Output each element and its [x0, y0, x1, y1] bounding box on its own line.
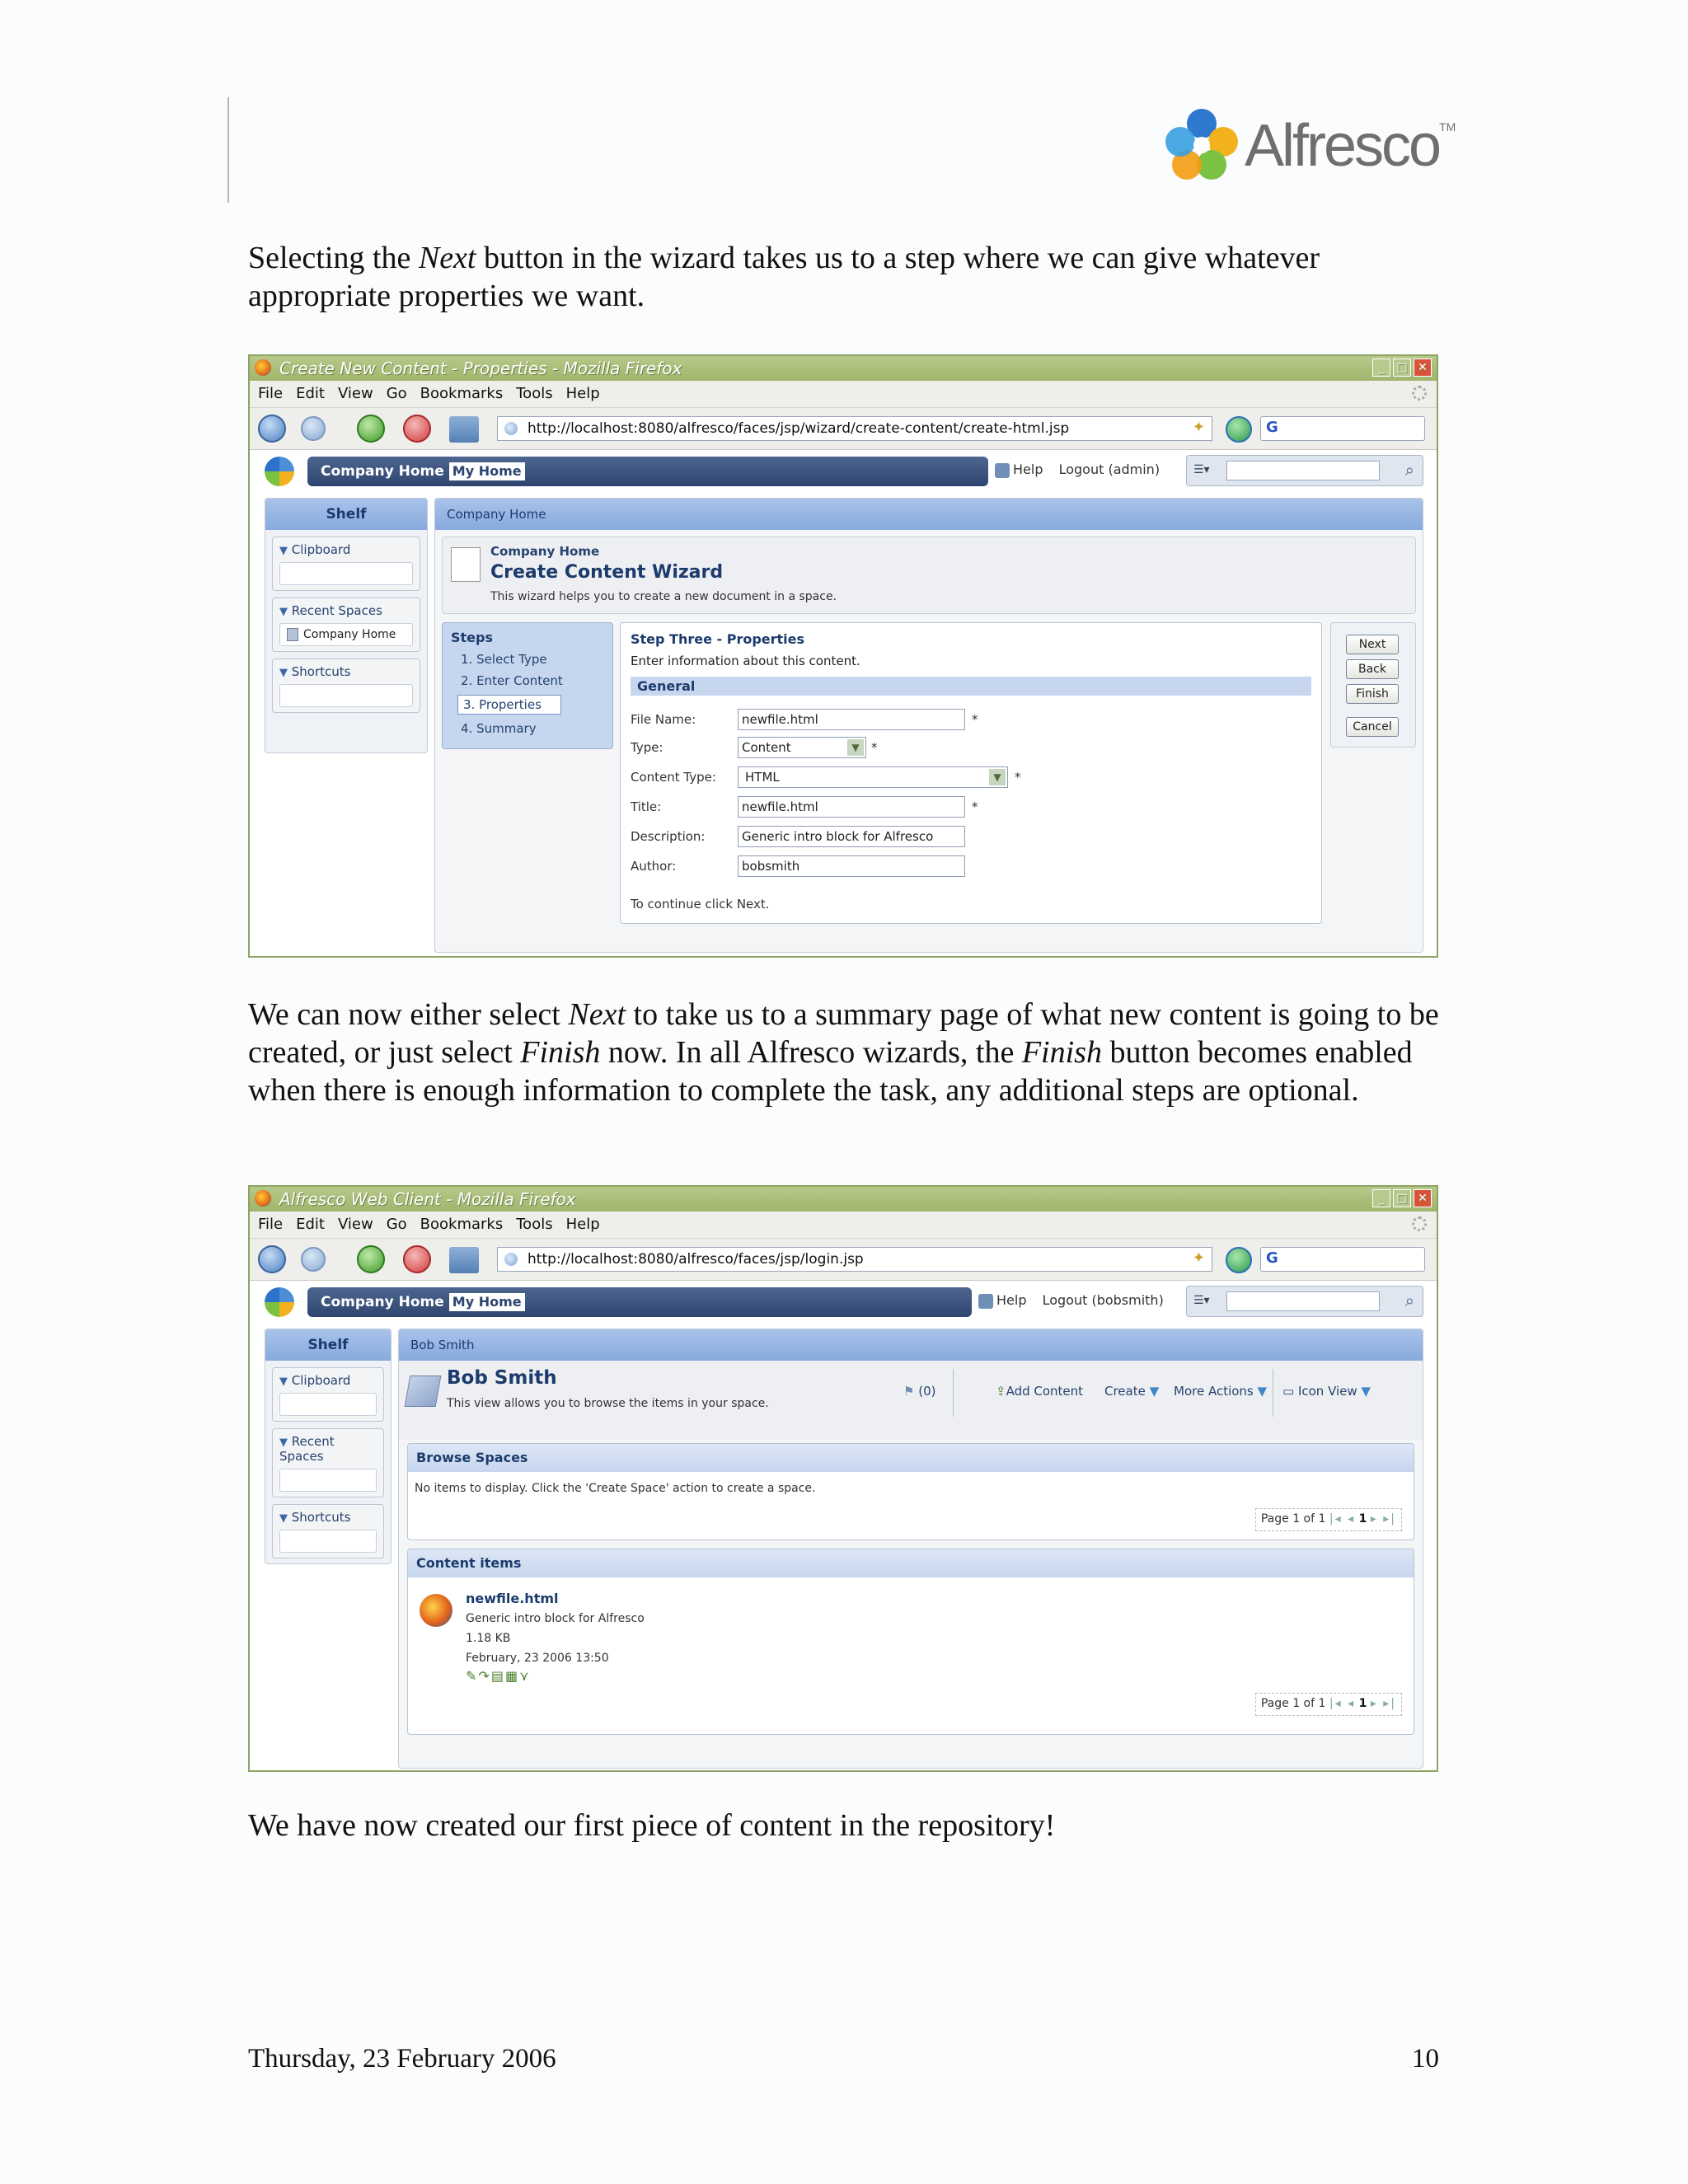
window-title: Create New Content - Properties - Mozilla Firefox — [279, 359, 682, 378]
back-icon[interactable] — [258, 415, 286, 443]
item-actions — [466, 1668, 531, 1684]
company-home-link[interactable]: Company Home — [321, 1294, 444, 1310]
add-content-action[interactable]: ⇪Add Content — [996, 1384, 1084, 1399]
chevron-down-icon: ▼ — [1253, 1384, 1268, 1399]
no-items-message: No items to display. Click the 'Create Space' action to create a space. — [415, 1482, 816, 1495]
menu-bar — [250, 381, 1437, 408]
pager-next-last-icon[interactable]: ▸ ▸| — [1370, 1512, 1396, 1526]
search-icon[interactable]: ⌕ — [1404, 460, 1414, 480]
browser-window-space — [248, 1185, 1438, 1772]
home-icon[interactable] — [449, 1247, 479, 1273]
back-icon[interactable] — [258, 1245, 286, 1273]
wizard-header — [442, 537, 1416, 614]
shelf-clipboard[interactable]: ▼ Clipboard — [272, 537, 420, 591]
recent-company-home[interactable]: Company Home — [303, 628, 396, 641]
shelf-title: Shelf — [265, 499, 427, 530]
alfresco-logo — [1162, 105, 1456, 188]
menu-tools[interactable]: Tools — [516, 385, 553, 402]
item-description: Generic intro block for Alfresco — [466, 1612, 645, 1625]
company-home-link[interactable]: Company Home — [321, 463, 444, 480]
header-tools — [978, 1292, 1164, 1309]
help-link[interactable]: Help — [996, 1292, 1027, 1308]
step-description: Enter information about this content. — [631, 654, 860, 668]
menu-tools[interactable]: Tools — [516, 1216, 553, 1233]
finish-button[interactable]: Finish — [1346, 684, 1399, 704]
shelf-recent-spaces[interactable]: ▼ Recent Spaces — [272, 1428, 384, 1497]
alfresco-app — [250, 450, 1437, 958]
menu-view[interactable]: View — [337, 385, 373, 402]
margin-rule — [227, 97, 229, 203]
add-content-icon: ⇪ — [996, 1384, 1006, 1399]
stop-icon[interactable] — [403, 415, 431, 443]
menu-edit[interactable]: Edit — [296, 1216, 325, 1233]
users-icon: ⚑ — [903, 1384, 919, 1399]
header-tools — [995, 462, 1160, 478]
shelf-clipboard[interactable]: ▼ Clipboard — [272, 1367, 384, 1422]
search-options-icon[interactable]: ☰▾ — [1193, 1294, 1210, 1307]
author-input[interactable]: bobsmith — [738, 855, 965, 877]
more-icon[interactable]: ⋎ — [519, 1668, 531, 1684]
header-space-name: Company Home — [490, 544, 600, 559]
menu-bookmarks[interactable]: Bookmarks — [420, 1216, 504, 1233]
space-title: Bob Smith — [447, 1367, 557, 1389]
search-icon[interactable]: ⌕ — [1404, 1291, 1414, 1310]
content-type-select[interactable]: HTML ▼ — [738, 766, 1008, 788]
paragraph-1: Selecting the Next button in the wizard takes us to a step where we can give whatever appropriate properties we want. — [248, 241, 1320, 313]
general-section-header: General — [631, 677, 1311, 696]
steps-title: Steps — [451, 630, 493, 645]
pager: Page 1 of 1 |◂ ◂ 1 ▸ ▸| — [1255, 1693, 1402, 1716]
space-header-bar — [307, 457, 988, 486]
reload-icon[interactable] — [357, 1245, 385, 1273]
step-1: 1. Select Type — [461, 652, 547, 667]
properties-form: Step Three - Properties Enter information about this content. General File Name: newfile.html * Type: Content ▼ * Content Type: HTML ▼ * Title: newfile.html * Description: Generic intro block for Alfresco Author: bobsmith To continue click Next. — [620, 622, 1322, 924]
space-icon — [287, 628, 298, 641]
bookmark-icon[interactable]: ✦ — [1192, 1249, 1205, 1267]
minimize-icon[interactable]: _ — [1372, 359, 1390, 377]
breadcrumb[interactable]: Bob Smith — [399, 1329, 1423, 1361]
navigation-toolbar — [250, 408, 1437, 450]
shelf-title: Shelf — [265, 1329, 391, 1361]
search-box[interactable] — [1260, 416, 1425, 441]
breadcrumb[interactable]: Company Home — [435, 499, 1423, 530]
menu-help[interactable]: Help — [565, 385, 600, 402]
url-bar[interactable]: http://localhost:8080/alfresco/faces/jsp/wizard/create-content/create-html.jsp ✦ — [497, 416, 1212, 441]
search-box[interactable] — [1260, 1247, 1425, 1272]
pager-first-prev-icon[interactable]: |◂ ◂ — [1329, 1697, 1356, 1710]
document-new-icon — [451, 547, 481, 582]
maximize-icon[interactable]: □ — [1393, 359, 1411, 377]
next-button[interactable]: Next — [1346, 635, 1399, 654]
shelf-shortcuts[interactable]: ▼ Shortcuts — [272, 658, 420, 713]
step-2: 2. Enter Content — [461, 673, 563, 688]
space-icon — [405, 1376, 442, 1407]
step-3-active: 3. Properties — [457, 695, 561, 715]
footer-date: Thursday, 23 February 2006 — [248, 2044, 556, 2074]
logo-text: Alfresco — [1245, 113, 1440, 179]
item-date: February, 23 2006 13:50 — [466, 1652, 609, 1665]
view-icon: ▭ — [1282, 1384, 1298, 1399]
maximize-icon[interactable]: □ — [1393, 1189, 1411, 1207]
reload-icon[interactable] — [357, 415, 385, 443]
paragraph-2: We can now either select Next to take us to a summary page of what new content is going to be created, or just select Finish now. In all Alfresco wizards, the Finish button becomes enabled when there is enough information to complete the task, any additional steps are optional. — [248, 997, 1439, 1108]
window-titlebar — [250, 356, 1437, 381]
alfresco-small-logo-icon — [265, 457, 294, 486]
home-icon[interactable] — [449, 416, 479, 443]
menu-file[interactable]: File — [258, 385, 284, 402]
menu-file[interactable]: File — [258, 1216, 284, 1233]
shelf-panel — [265, 498, 428, 753]
pager-first-prev-icon[interactable]: |◂ ◂ — [1329, 1512, 1356, 1526]
create-menu[interactable]: Create ▼ — [1104, 1384, 1160, 1399]
menu-bookmarks[interactable]: Bookmarks — [420, 385, 504, 402]
shelf-panel — [265, 1329, 392, 1564]
my-home-link[interactable]: My Home — [449, 462, 525, 480]
back-button[interactable]: Back — [1346, 659, 1399, 679]
pager: Page 1 of 1 |◂ ◂ 1 ▸ ▸| — [1255, 1508, 1402, 1531]
wizard-buttons — [1330, 622, 1416, 748]
pager-next-last-icon[interactable]: ▸ ▸| — [1370, 1697, 1396, 1710]
cancel-button[interactable]: Cancel — [1346, 717, 1399, 737]
search-options-icon[interactable]: ☰▾ — [1193, 463, 1210, 476]
users-icon[interactable] — [978, 1294, 993, 1309]
logout-link[interactable]: Logout (bobsmith) — [1042, 1292, 1164, 1308]
menu-go[interactable]: Go — [386, 1216, 407, 1233]
app-search-input[interactable] — [1226, 461, 1380, 480]
content-items-section — [407, 1549, 1414, 1735]
app-search-input[interactable] — [1226, 1291, 1380, 1311]
title-input[interactable]: newfile.html — [738, 796, 965, 818]
checkout-icon[interactable]: ▤ — [490, 1668, 505, 1684]
forward-icon[interactable] — [301, 1247, 326, 1272]
throbber-icon — [1412, 386, 1427, 401]
space-header — [399, 1361, 1423, 1440]
app-search — [1186, 455, 1423, 486]
menu-go[interactable]: Go — [386, 385, 407, 402]
space-header-bar — [307, 1287, 972, 1317]
stop-icon[interactable] — [403, 1245, 431, 1273]
item-size: 1.18 KB — [466, 1632, 511, 1645]
menu-bar — [250, 1212, 1437, 1239]
url-bar[interactable]: http://localhost:8080/alfresco/faces/jsp/login.jsp ✦ — [497, 1247, 1212, 1272]
throbber-icon — [1412, 1216, 1427, 1231]
menu-edit[interactable]: Edit — [296, 385, 325, 402]
description-input[interactable]: Generic intro block for Alfresco — [738, 826, 965, 847]
alfresco-small-logo-icon — [265, 1287, 294, 1317]
search-engine-icon: G — [1266, 419, 1278, 436]
users-icon[interactable] — [995, 463, 1010, 478]
step-heading: Step Three - Properties — [631, 631, 805, 647]
content-items-title: Content items — [408, 1549, 1414, 1577]
close-icon[interactable]: ✕ — [1414, 359, 1432, 377]
item-name[interactable]: newfile.html — [466, 1591, 559, 1606]
html-file-icon[interactable] — [420, 1594, 452, 1627]
chevron-down-icon: ▼ — [1145, 1384, 1160, 1399]
menu-view[interactable]: View — [337, 1216, 373, 1233]
paragraph-3: We have now created our first piece of content in the repository! — [248, 1808, 1056, 1843]
firefox-icon — [255, 359, 271, 376]
logo-tm: TM — [1439, 120, 1456, 134]
menu-help[interactable]: Help — [565, 1216, 600, 1233]
help-link[interactable]: Help — [1013, 462, 1043, 477]
shelf-shortcuts[interactable]: ▼ Shortcuts — [272, 1504, 384, 1558]
more-actions-menu[interactable]: More Actions ▼ — [1174, 1384, 1268, 1399]
my-home-link[interactable]: My Home — [449, 1293, 525, 1311]
page-number: 10 — [1412, 2044, 1439, 2074]
wizard-title: Create Content Wizard — [490, 562, 724, 583]
browser-window-wizard — [248, 354, 1438, 958]
app-search — [1186, 1286, 1423, 1317]
go-button[interactable] — [1226, 1247, 1252, 1273]
minimize-icon[interactable]: _ — [1372, 1189, 1390, 1207]
update-icon[interactable]: ↷ — [478, 1668, 491, 1684]
logout-link[interactable]: Logout (admin) — [1058, 462, 1160, 477]
details-icon[interactable]: ▦ — [504, 1668, 520, 1684]
go-button[interactable] — [1226, 416, 1252, 443]
shelf-recent-spaces[interactable]: ▼ Recent Spaces Company Home — [272, 598, 420, 652]
alfresco-app — [250, 1281, 1437, 1772]
firefox-icon — [255, 1190, 271, 1207]
file-name-input[interactable]: newfile.html — [738, 709, 965, 730]
navigation-toolbar — [250, 1239, 1437, 1281]
type-select[interactable]: Content ▼ — [738, 737, 866, 758]
icon-view-menu[interactable]: ▭ Icon View ▼ — [1282, 1384, 1371, 1399]
bookmark-icon[interactable]: ✦ — [1192, 419, 1205, 436]
step-4: 4. Summary — [461, 721, 537, 736]
space-description: This view allows you to browse the items in your space. — [447, 1397, 769, 1410]
window-titlebar — [250, 1187, 1437, 1212]
content-item — [408, 1577, 1414, 1734]
alfresco-flower-icon — [1162, 105, 1241, 185]
edit-icon[interactable]: ✎ — [466, 1668, 479, 1684]
browse-spaces-section — [407, 1443, 1414, 1540]
search-engine-icon: G — [1266, 1249, 1278, 1267]
steps-panel — [442, 622, 613, 749]
space-users[interactable]: ⚑ (0) — [903, 1384, 936, 1399]
close-icon[interactable]: ✕ — [1414, 1189, 1432, 1207]
browse-panel — [398, 1329, 1423, 1769]
chevron-down-icon: ▼ — [1357, 1384, 1371, 1399]
wizard-panel — [434, 498, 1423, 953]
continue-hint: To continue click Next. — [631, 897, 770, 912]
window-title: Alfresco Web Client - Mozilla Firefox — [279, 1189, 576, 1209]
wizard-description: This wizard helps you to create a new document in a space. — [490, 590, 837, 603]
browse-spaces-title: Browse Spaces — [408, 1444, 1414, 1472]
forward-icon[interactable] — [301, 416, 326, 441]
